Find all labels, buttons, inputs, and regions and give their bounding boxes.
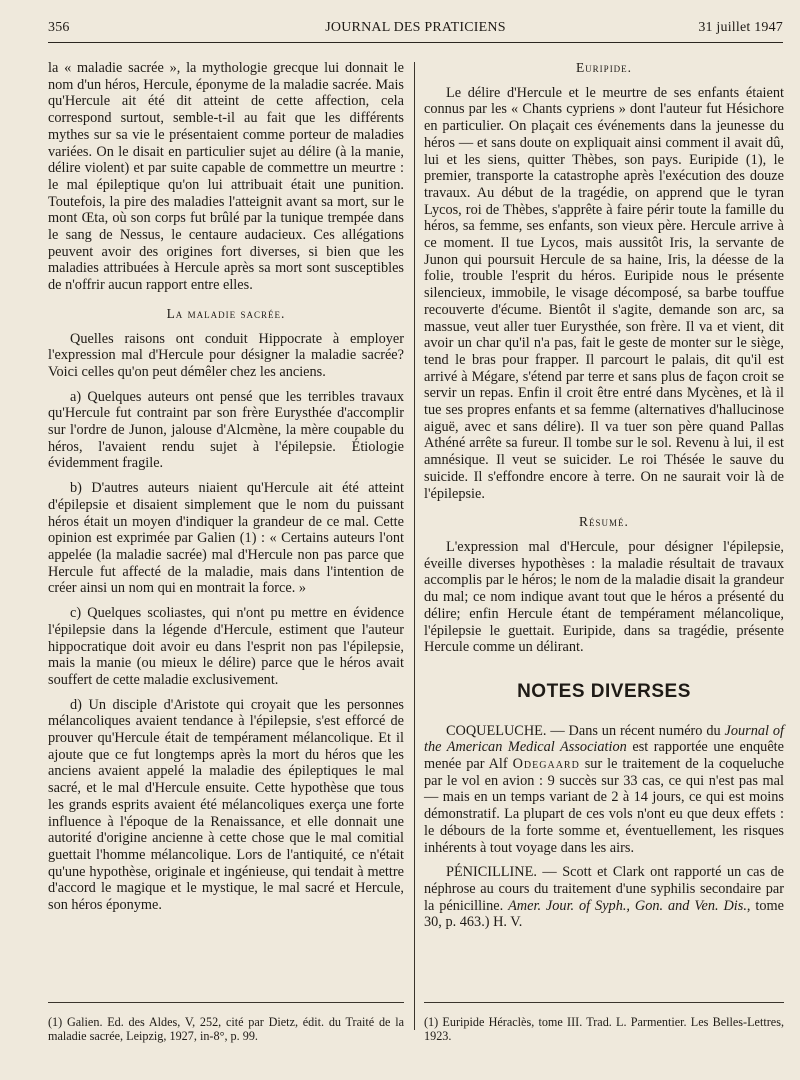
section-heading-maladie-sacree: La maladie sacrée. bbox=[166, 305, 286, 321]
footnote-left: (1) Galien. Ed. des Aldes, V, 252, cité par Dietz, édit. du Traité de la maladie sacrée, Leipzig, 1927, in-8°, p. 99. bbox=[48, 1002, 404, 1043]
note-coqueluche-author: Odegaard bbox=[512, 756, 580, 773]
note-penicilline-text-b: , tome 30, p. 463.) H. V. bbox=[424, 897, 784, 931]
paragraph-resume: L'expression mal d'Hercule, pour désigner l'épilepsie, éveille diverses hypothèses : la maladie résultait de travaux accomplis par le héros; le nom de la maladie disait la grandeur du mal; ce nom indique avant tout que le héros a présenté du délire; enfin Hercule étant de tempérament mélancolique, l'épilepsie le guettait. Euripide, dans sa tragédie, présente Hercule comme un délirant. bbox=[424, 538, 784, 656]
paragraph-intro: la « maladie sacrée », la mythologie grecque lui donnait le nom d'un héros, Hercule, éponyme de la maladie sacrée. Mais qu'Hercule ait été dit atteint de cette affection, cela correspond surtout, semble-t-il au fait que les différents mythes sur sa vie le présentaient comme porteur de maladies variées. On le disait en particulier sujet au délire (à la manie, délire violent) et par suite capable de commettre un meurtre : le mal épileptique qu'on lui attribuait était une punition. Toutefois, la pire des maladies l'atteignit avant sa mort, sur le mont Œta, où son corps fut brûlé par la tunique trempée dans le sang de Nessus, le centaure audacieux. Ces allégations peuvent avoir des origines fort diverses, si bien que les maladies attribuées à Hercule après sa mort sont susceptibles de n'offrir aucun rapport entre elles. bbox=[48, 60, 404, 294]
left-column bbox=[48, 60, 404, 914]
note-coqueluche-text-b: est rapportée une enquête menée par Alf bbox=[424, 739, 784, 773]
paragraph-d: d) Un disciple d'Aristote qui croyait que les personnes mélancoliques avaient tendance à l'épilepsie, s'est efforcé de prouver qu'Hercule était de tempérament mélancolique. Et il ajoute que ce fut longtemps après la mort du héros que les anciens avaient appelé la maladie des épileptiques le mal sacré, et le mal d'Hercule ensuite. Cette hypothèse que tous les grands esprits avaient été mélancoliques exerça une forte influence à l'époque de la Renaissance, et elle donnait une autorité d'origine ancienne à cette chose que le mal comitial guettait l'homme mélancolique. Lors de l'antiquité, ce n'était qu'une hypothèse, originale et ingénieuse, qui tendait à mettre d'accord le magique et le mystique, le mal sacré et Hercule, son héros éponyme. bbox=[48, 696, 404, 914]
paragraph-euripide: Le délire d'Hercule et le meurtre de ses enfants étaient connus par les « Chants cypriens » dont l'auteur fut Hésichore en particulier. On plaçait ces événements dans la jeunesse du héros — et sans doute on expliquait ainsi comment il avait dû, lui et les siens, quitter Thèbes, son pays. Euripide (1), le premier, transporte la catastrophe après l'exécution des douze travaux. Au début de la tragédie, on apprend que le tyran Lycos, roi de Thèbes, s'apprête à faire périr toute la famille du héros, sa femme, ses enfants, son vieux père. Hercule arrive à ce moment. Il tue Lycos, mais aussitôt Iris, la servante de Junon qui poursuit Hercule de sa haine, Iris, la déesse de la folie, trouble l'esprit du héros. Euripide nous le présente silencieux, immobile, le visage décomposé, sa barbe touffue recouverte d'écume. Bientôt il s'agite, demande son arc, sa massue, veut aller tuer Eurysthée, son frère. Il va et vient, dit avoir un char qu'il n'a pas, fait le geste de monter sur le siège, tend le bras pour frapper. Il parcourt le palais, dit qu'il est arrivé à Mégare, s'étend par terre et sans plus de façon croit se servir un repas. Enfin il croit être entré dans Mycènes, et là il tue ses propres enfants et sa femme (alternatives d'hallucinose aiguë, avec et sans délire). Il va tuer son père quand Pallas Athéné arrête sa fureur. Il tombe sur le sol. Revenu à lui, il est amnésique. Il veut se suicider. Le roi Thésée le sauve du suicide. Il s'effondre encore à terre. On ne saurait voir là de l'épilepsie. bbox=[424, 84, 784, 502]
journal-title: JOURNAL DES PRATICIENS bbox=[325, 20, 506, 35]
column-divider bbox=[414, 62, 415, 1030]
paragraph-b: b) D'autres auteurs niaient qu'Hercule ait été atteint d'épilepsie et disaient simplement que le nom du puissant héros était un moyen d'indiquer la grandeur de ce mal. Cette opinion est exprimée par Galien (1) : « Certains auteurs l'ont appelée (la maladie sacrée) mal d'Hercule non pas parce que Hercule fut affecté de la maladie, mais dans l'intention de créer ainsi un nom qui en montrait la force. » bbox=[48, 480, 404, 597]
issue-date: 31 juillet 1947 bbox=[698, 20, 783, 35]
paragraph-c: c) Quelques scoliastes, qui n'ont pu mettre en évidence l'épilepsie dans la légende d'Hercule, estiment que l'auteur hippocratique doit avoir eu dans l'esprit non pas l'épilepsie, mais la manie (ou mieux le délire) parce que le héros avait souffert de cette maladie exclusivement. bbox=[48, 605, 404, 688]
paragraph-raisons: Quelles raisons ont conduit Hippocrate à employer l'expression mal d'Hercule pour désigner la maladie sacrée? Voici celles qu'on peut démêler chez les anciens. bbox=[48, 330, 404, 380]
footnote-right: (1) Euripide Héraclès, tome III. Trad. L. Parmentier. Les Belles-Lettres, 1923. bbox=[424, 1002, 784, 1043]
page-header bbox=[48, 18, 783, 43]
note-coqueluche-head: COQUELUCHE. — bbox=[446, 722, 565, 739]
paragraph-a: a) Quelques auteurs ont pensé que les terribles travaux qu'Hercule fut contraint par son frère Eurysthée d'accomplir sur l'ordre de Junon, jalouse d'Alcmène, la mère coupable du héros, l'avaient rendu sujet à l'épilepsie. Étiologie évidemment fragile. bbox=[48, 388, 404, 472]
note-coqueluche-journal: Journal of the American Medical Association bbox=[424, 722, 785, 756]
note-coqueluche-text-a: Dans un récent numéro du bbox=[564, 722, 725, 739]
right-column bbox=[424, 60, 784, 931]
note-penicilline bbox=[424, 864, 784, 931]
note-penicilline-ref: Amer. Jour. of Syph., Gon. and Ven. Dis. bbox=[508, 897, 747, 914]
notes-diverses-title: NOTES DIVERSES bbox=[517, 680, 691, 702]
section-heading-euripide: Euripide. bbox=[575, 60, 633, 75]
note-coqueluche-text-c: sur le traitement de la coqueluche par le vol en avion : 9 succès sur 33 cas, ce qui n'est pas mal — mais en un temps variant de 2 à 14 jours, ce qui est moins démonstratif. La plupart de ces vols n'ont eu que deux effets : le débours de la forte somme et, éventuellement, les risques inhérents à tout voyage dans les airs. bbox=[424, 756, 784, 856]
note-penicilline-text-a: Scott et Clark ont rapporté un cas de néphrose au cours du traitement d'une syphilis secondaire par la pénicilline. bbox=[424, 864, 784, 914]
page-number: 356 bbox=[48, 20, 70, 35]
note-coqueluche bbox=[424, 723, 784, 857]
note-penicilline-head: PÉNICILLINE. — bbox=[446, 864, 557, 881]
section-heading-resume: Résumé. bbox=[579, 514, 629, 530]
